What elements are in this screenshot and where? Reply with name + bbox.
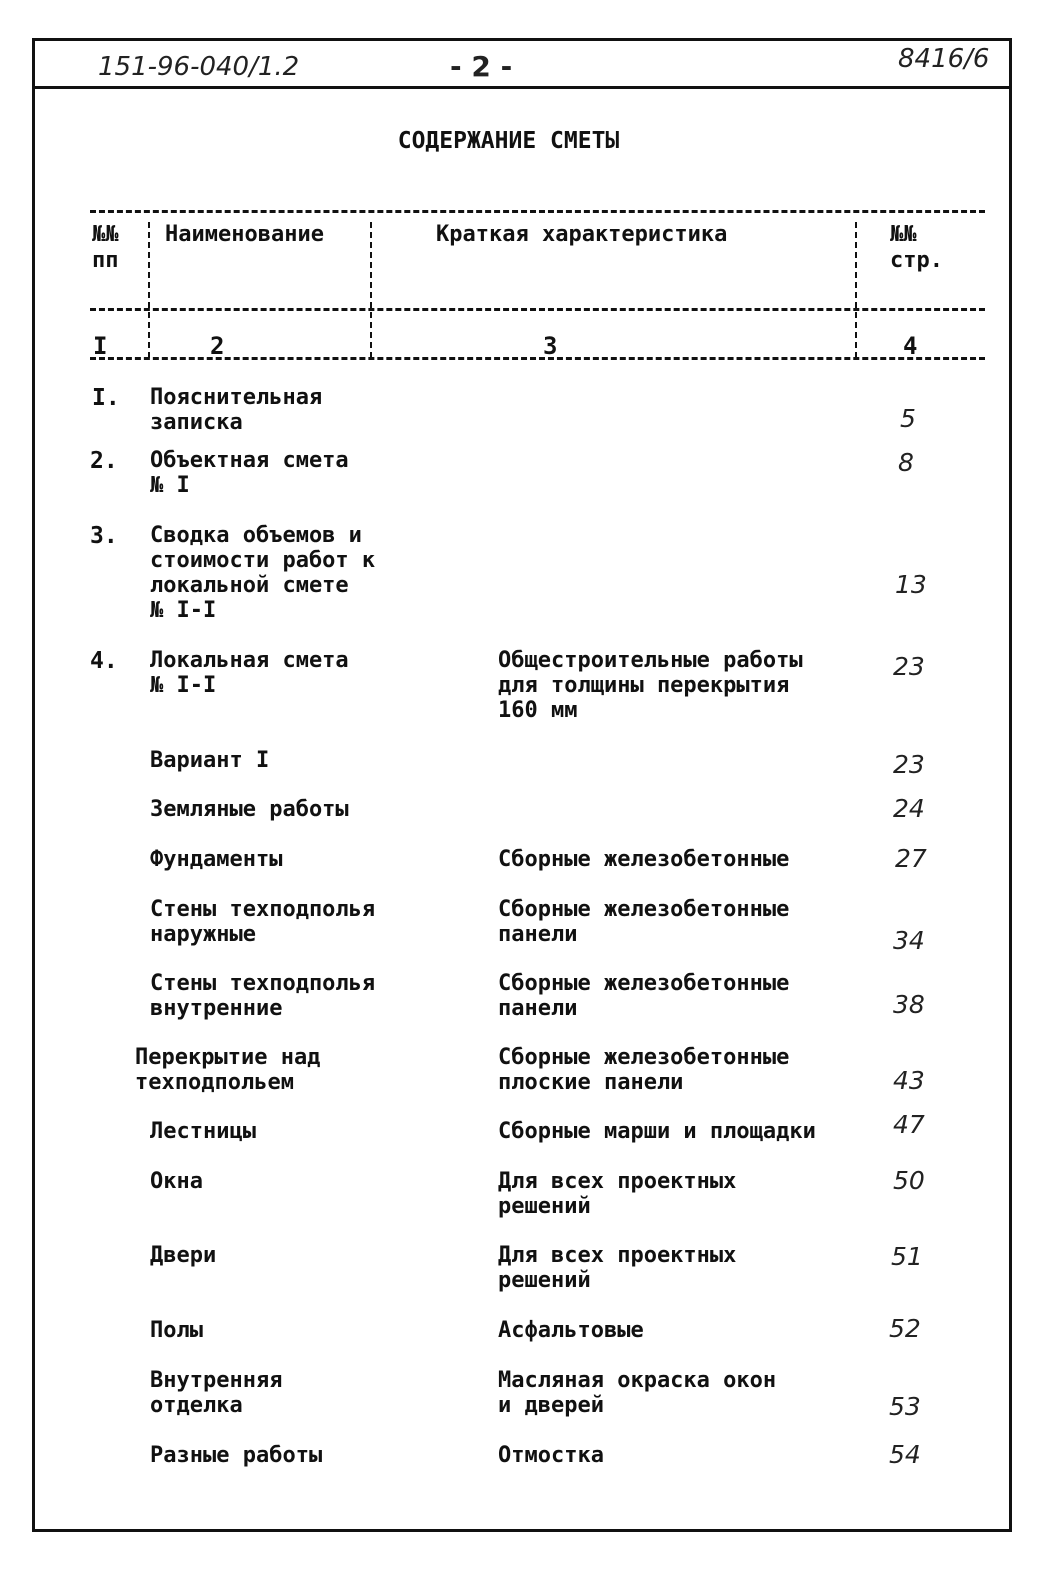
- row-name: Земляные работы: [150, 797, 349, 822]
- page-frame: [32, 38, 1012, 1532]
- row-name: Внутренняя отделка: [150, 1368, 283, 1418]
- row-name: Пояснительная записка: [150, 385, 323, 435]
- row-page: 8: [898, 448, 914, 477]
- row-name: Лестницы: [150, 1119, 256, 1144]
- page-title: СОДЕРЖАНИЕ СМЕТЫ: [397, 128, 620, 154]
- column-divider-3: [855, 222, 857, 358]
- header-name: Наименование: [165, 222, 324, 247]
- row-page: 34: [893, 926, 925, 955]
- row-page: 51: [891, 1242, 923, 1271]
- row-number: 3.: [90, 523, 118, 549]
- row-number: 4.: [90, 648, 118, 674]
- row-number: 2.: [90, 448, 118, 474]
- row-page: 54: [889, 1440, 921, 1469]
- column-index-4: 4: [903, 332, 918, 360]
- row-page: 24: [893, 794, 925, 823]
- row-name: Фундаменты: [150, 847, 283, 872]
- row-name: Перекрытие над техподпольем: [135, 1045, 321, 1095]
- header-no: №№ пп: [92, 222, 119, 273]
- row-page: 50: [893, 1166, 925, 1195]
- row-page: 27: [895, 844, 927, 873]
- row-description: Общестроительные работы для толщины перекрытия 160 мм: [498, 648, 803, 723]
- column-divider-1: [148, 222, 150, 358]
- row-page: 38: [893, 990, 925, 1019]
- row-name: Окна: [150, 1169, 203, 1194]
- row-name: Стены техподполья внутренние: [150, 971, 376, 1021]
- column-index-2: 2: [210, 332, 225, 360]
- row-description: Сборные железобетонные: [498, 847, 790, 872]
- row-name: Полы: [150, 1318, 203, 1343]
- row-page: 43: [893, 1066, 925, 1095]
- header-page: №№ стр.: [890, 222, 943, 273]
- row-name: Разные работы: [150, 1443, 323, 1468]
- row-number: I.: [92, 385, 120, 411]
- header-rule: [32, 86, 1012, 89]
- column-index-3: 3: [543, 332, 558, 360]
- row-page: 23: [893, 750, 925, 779]
- row-page: 23: [893, 652, 925, 681]
- row-description: Отмостка: [498, 1443, 604, 1468]
- header-description: Краткая характеристика: [436, 222, 728, 247]
- row-page: 52: [889, 1314, 921, 1343]
- table-rule-mid: [90, 308, 985, 311]
- column-index-1: I: [93, 332, 108, 360]
- column-divider-2: [370, 222, 372, 358]
- page-number: - 2 -: [450, 50, 513, 83]
- row-description: Масляная окраска окон и дверей: [498, 1368, 777, 1418]
- row-page: 47: [893, 1110, 925, 1139]
- row-page: 13: [895, 570, 927, 599]
- row-name: Сводка объемов и стоимости работ к локальной смете № I-I: [150, 523, 376, 623]
- row-name: Объектная смета № I: [150, 448, 349, 498]
- row-page: 53: [889, 1392, 921, 1421]
- table-rule-top: [90, 210, 985, 213]
- sheet-code: 8416/6: [898, 44, 990, 74]
- row-page: 5: [900, 404, 916, 433]
- document-number: 151-96-040/1.2: [98, 52, 300, 82]
- row-description: Сборные железобетонные плоские панели: [498, 1045, 790, 1095]
- row-description: Сборные железобетонные панели: [498, 897, 790, 947]
- row-description: Сборные марши и площадки: [498, 1119, 816, 1144]
- row-name: Локальная смета № I-I: [150, 648, 349, 698]
- row-name: Двери: [150, 1243, 217, 1268]
- row-description: Асфальтовые: [498, 1318, 644, 1343]
- row-description: Для всех проектных решений: [498, 1243, 737, 1293]
- row-name: Вариант I: [150, 748, 270, 773]
- row-description: Для всех проектных решений: [498, 1169, 737, 1219]
- row-description: Сборные железобетонные панели: [498, 971, 790, 1021]
- row-name: Стены техподполья наружные: [150, 897, 376, 947]
